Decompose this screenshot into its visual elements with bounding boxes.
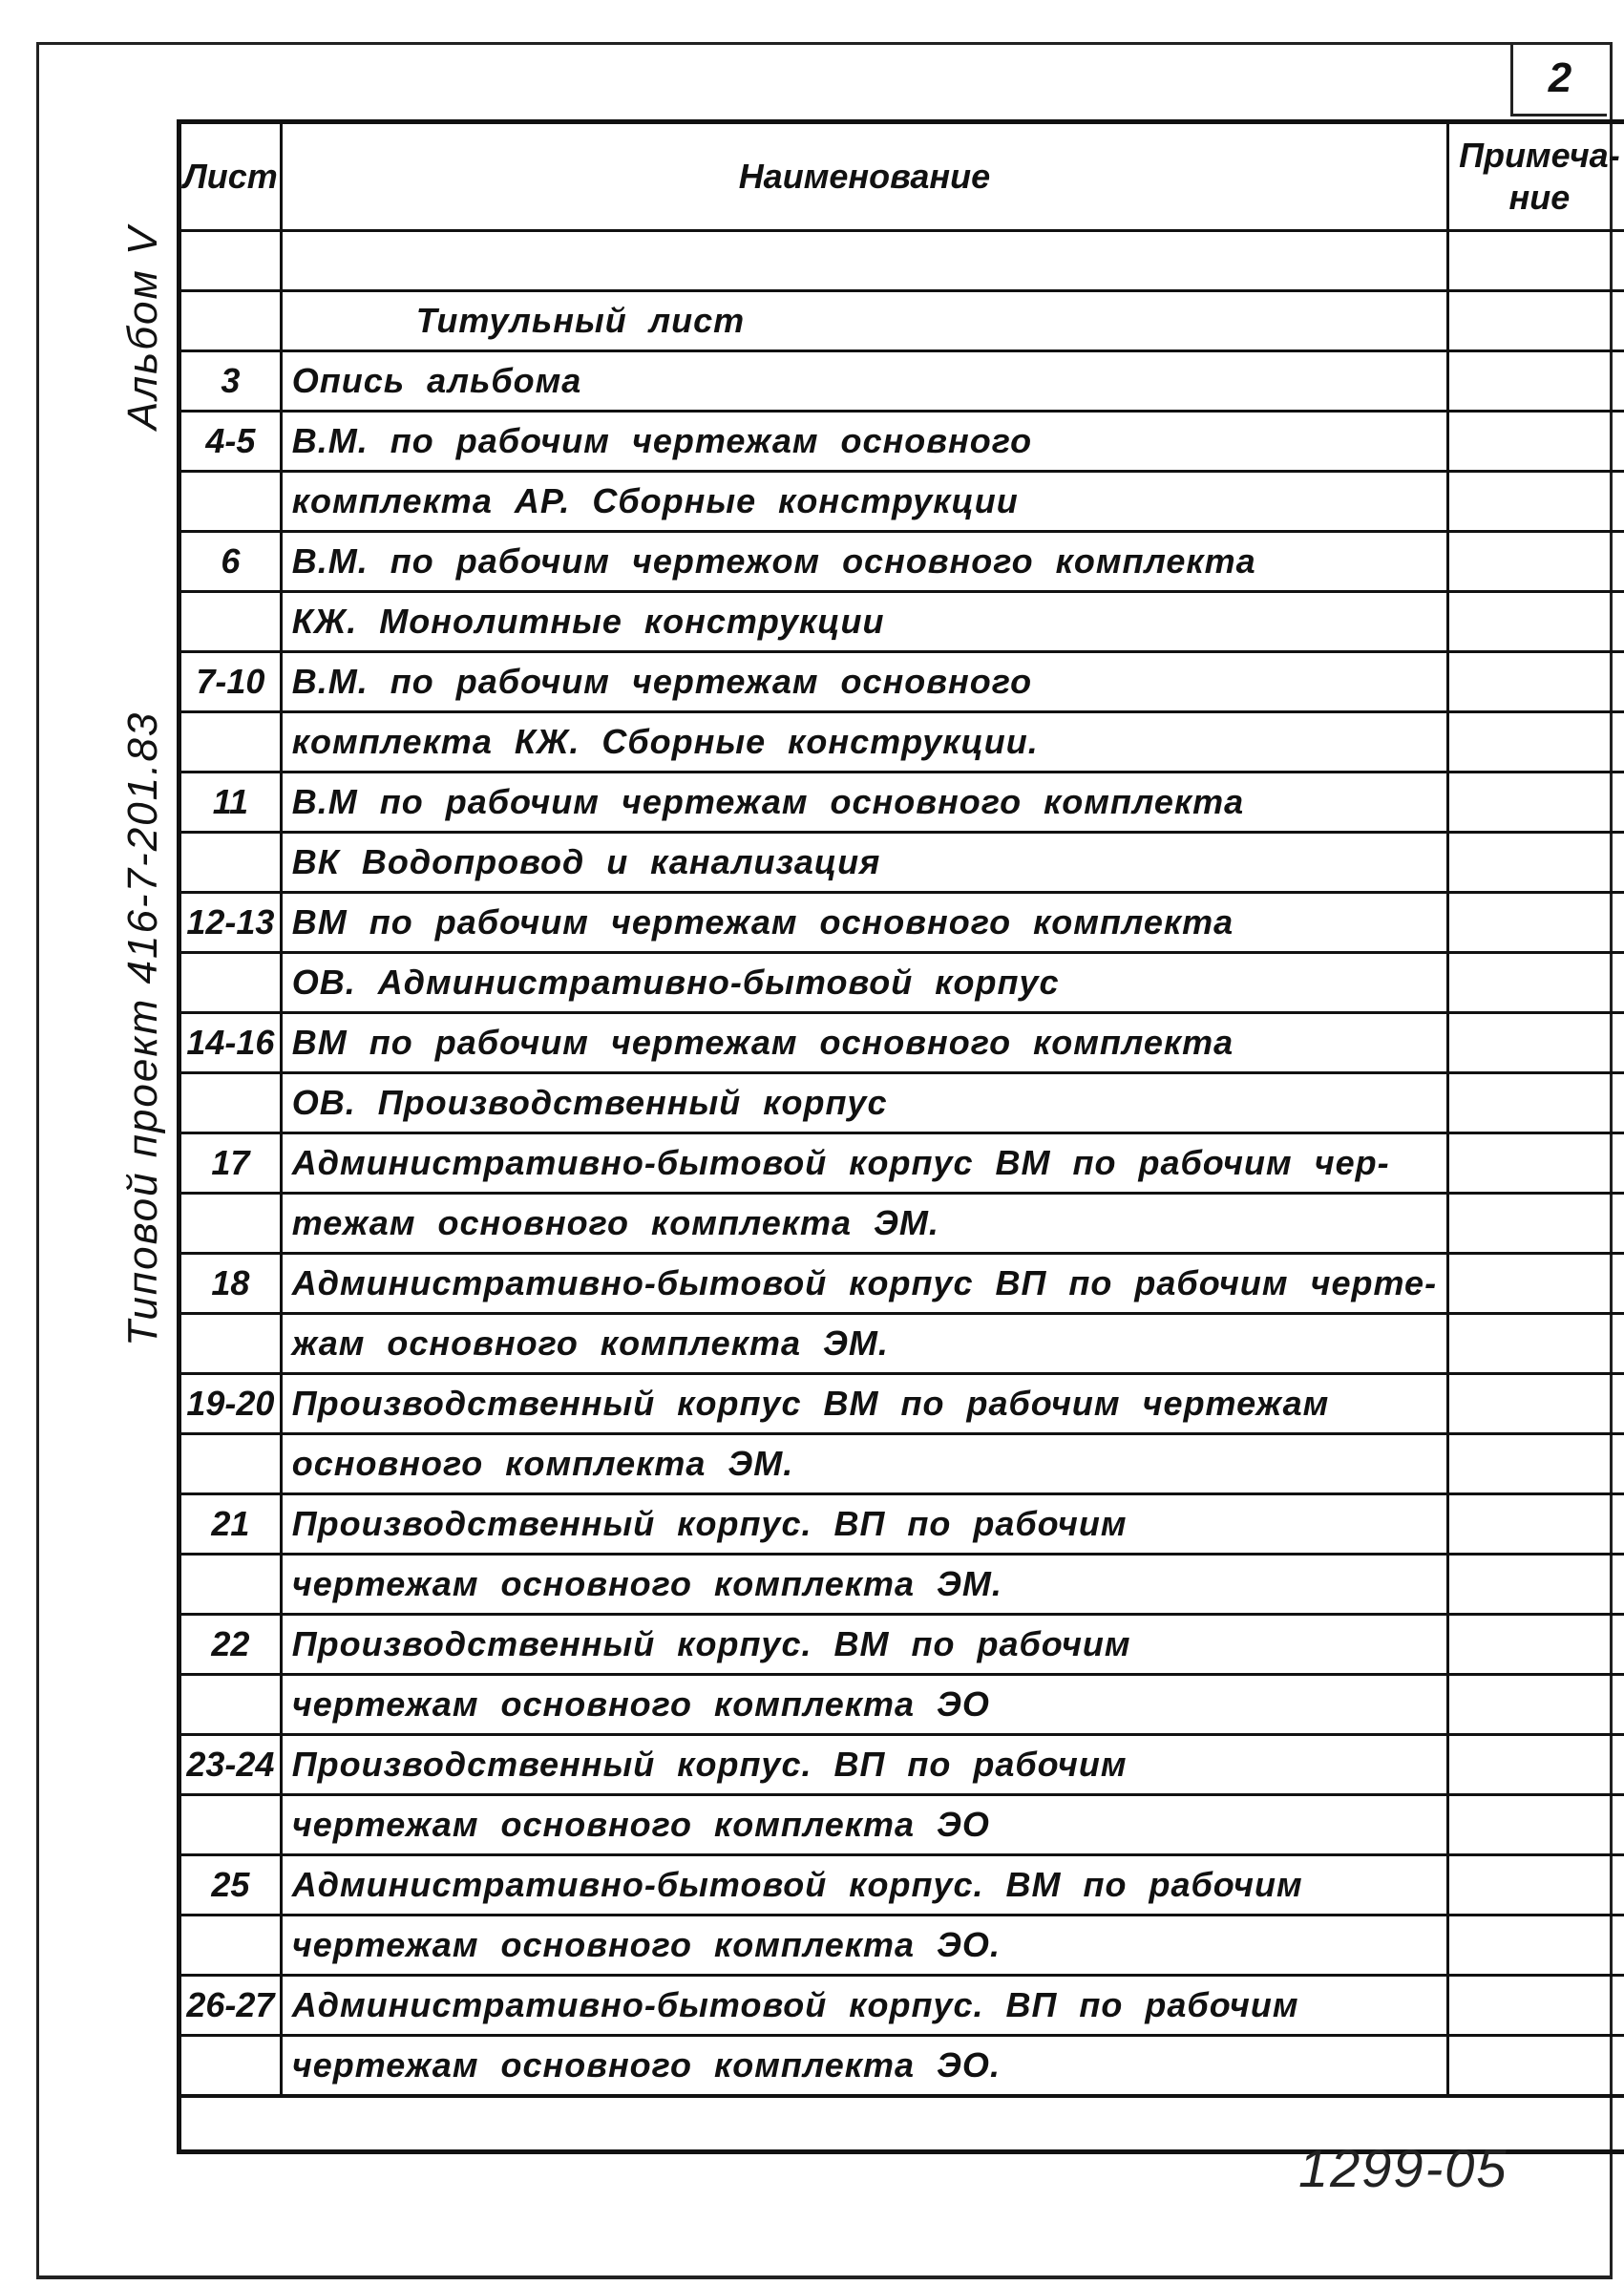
table-row	[179, 1494, 1624, 1555]
sheet-cell: 7-10	[179, 652, 282, 712]
name-cell: В.М. по рабочим чертежом основного комплекта	[281, 532, 1447, 592]
sheet-cell: 26-27	[179, 1976, 282, 2036]
note-cell	[1448, 592, 1624, 652]
name-cell: ВМ по рабочим чертежам основного комплекта	[281, 893, 1447, 953]
table-body	[179, 231, 1624, 2152]
note-cell	[1448, 1976, 1624, 2036]
name-cell: Титульный лист	[281, 291, 1447, 351]
name-cell: основного комплекта ЭМ.	[281, 1434, 1447, 1494]
note-cell	[1448, 1434, 1624, 1494]
name-cell: В.М. по рабочим чертежам основного	[281, 652, 1447, 712]
table-row	[179, 953, 1624, 1013]
table-row	[179, 532, 1624, 592]
note-cell	[1448, 1013, 1624, 1073]
table-row	[179, 1073, 1624, 1133]
name-cell: чертежам основного комплекта ЭО.	[281, 2036, 1447, 2097]
note-cell	[1448, 1555, 1624, 1615]
name-cell	[281, 231, 1447, 291]
note-cell	[1448, 1194, 1624, 1254]
table-row	[179, 712, 1624, 773]
name-cell: чертежам основного комплекта ЭО.	[281, 1916, 1447, 1976]
note-cell	[1448, 953, 1624, 1013]
table-row	[179, 231, 1624, 291]
table-row	[179, 1194, 1624, 1254]
name-cell: тежам основного комплекта ЭМ.	[281, 1194, 1447, 1254]
sheet-cell	[179, 1555, 282, 1615]
note-cell	[1448, 1314, 1624, 1374]
sheet-cell: 6	[179, 532, 282, 592]
name-cell: ВК Водопровод и канализация	[281, 833, 1447, 893]
note-cell	[1448, 1735, 1624, 1795]
table-row	[179, 1254, 1624, 1314]
table-row	[179, 1434, 1624, 1494]
sheet-cell	[179, 472, 282, 532]
table-row	[179, 412, 1624, 472]
sheet-cell	[179, 1314, 282, 1374]
note-cell	[1448, 1254, 1624, 1314]
sheet-cell	[179, 953, 282, 1013]
header-note-line1: Примеча-	[1459, 136, 1620, 175]
table-row	[179, 1314, 1624, 1374]
header-note-line2: ние	[1508, 178, 1571, 217]
page-number: 2	[1510, 42, 1607, 116]
table-row	[179, 1916, 1624, 1976]
note-cell	[1448, 1916, 1624, 1976]
table-row	[179, 351, 1624, 412]
sheet-cell: 25	[179, 1855, 282, 1916]
sheet-cell	[179, 231, 282, 291]
name-cell: чертежам основного комплекта ЭМ.	[281, 1555, 1447, 1615]
sheet-cell: 14-16	[179, 1013, 282, 1073]
table-header-row	[179, 122, 1624, 231]
note-cell	[1448, 472, 1624, 532]
sheet-cell	[179, 712, 282, 773]
note-cell	[1448, 773, 1624, 833]
name-cell: Производственный корпус. ВП по рабочим	[281, 1735, 1447, 1795]
table-row	[179, 773, 1624, 833]
album-contents-table	[177, 119, 1624, 2154]
name-cell: Производственный корпус. ВП по рабочим	[281, 1494, 1447, 1555]
sheet-cell: 11	[179, 773, 282, 833]
table-row	[179, 1133, 1624, 1194]
sheet-cell	[179, 1675, 282, 1735]
name-cell: комплекта КЖ. Сборные конструкции.	[281, 712, 1447, 773]
table-row	[179, 1555, 1624, 1615]
name-cell: ОВ. Производственный корпус	[281, 1073, 1447, 1133]
sheet-cell	[179, 1434, 282, 1494]
name-cell: Административно-бытовой корпус ВМ по рабочим чер-	[281, 1133, 1447, 1194]
table-row	[179, 652, 1624, 712]
note-cell	[1448, 1855, 1624, 1916]
sheet-cell	[179, 592, 282, 652]
note-cell	[1448, 291, 1624, 351]
sheet-cell	[179, 1795, 282, 1855]
sheet-cell: 4-5	[179, 412, 282, 472]
note-cell	[1448, 351, 1624, 412]
header-sheet: Лист	[179, 122, 282, 231]
name-cell: КЖ. Монолитные конструкции	[281, 592, 1447, 652]
sheet-cell: 23-24	[179, 1735, 282, 1795]
sheet-cell: 17	[179, 1133, 282, 1194]
note-cell	[1448, 2036, 1624, 2097]
note-cell	[1448, 652, 1624, 712]
project-label: Типовой проект 416-7-201.83	[119, 710, 166, 1346]
name-cell: В.М. по рабочим чертежам основного	[281, 412, 1447, 472]
sheet-cell: 3	[179, 351, 282, 412]
album-label: Альбом V	[119, 224, 166, 430]
name-cell: жам основного комплекта ЭМ.	[281, 1314, 1447, 1374]
note-cell	[1448, 712, 1624, 773]
sheet-cell: 19-20	[179, 1374, 282, 1434]
table-row	[179, 1735, 1624, 1795]
document-number: 1299-05	[1298, 2138, 1508, 2198]
sheet-cell: 18	[179, 1254, 282, 1314]
table-row	[179, 1795, 1624, 1855]
table-row	[179, 1855, 1624, 1916]
note-cell	[1448, 893, 1624, 953]
table-row	[179, 1615, 1624, 1675]
sheet-cell: 12-13	[179, 893, 282, 953]
sheet-cell: 21	[179, 1494, 282, 1555]
name-cell: Производственный корпус ВМ по рабочим чертежам	[281, 1374, 1447, 1434]
name-cell: чертежам основного комплекта ЭО	[281, 1675, 1447, 1735]
name-cell: Административно-бытовой корпус. ВП по рабочим	[281, 1976, 1447, 2036]
name-cell: Административно-бытовой корпус ВП по рабочим черте-	[281, 1254, 1447, 1314]
name-cell: Административно-бытовой корпус. ВМ по рабочим	[281, 1855, 1447, 1916]
table-row	[179, 1374, 1624, 1434]
table-row	[179, 1013, 1624, 1073]
note-cell	[1448, 532, 1624, 592]
note-cell	[1448, 1795, 1624, 1855]
note-cell	[1448, 1494, 1624, 1555]
header-note	[1448, 122, 1624, 231]
sheet-cell	[179, 1916, 282, 1976]
table-row	[179, 1675, 1624, 1735]
name-cell: ОВ. Административно-бытовой корпус	[281, 953, 1447, 1013]
sheet-cell	[179, 1073, 282, 1133]
note-cell	[1448, 1374, 1624, 1434]
note-cell	[1448, 833, 1624, 893]
name-cell: В.М по рабочим чертежам основного комплекта	[281, 773, 1447, 833]
sheet-cell	[179, 833, 282, 893]
table-row	[179, 2036, 1624, 2097]
note-cell	[1448, 1675, 1624, 1735]
sheet-cell	[179, 1194, 282, 1254]
name-cell: Производственный корпус. ВМ по рабочим	[281, 1615, 1447, 1675]
name-cell: Опись альбома	[281, 351, 1447, 412]
table-row	[179, 833, 1624, 893]
note-cell	[1448, 1133, 1624, 1194]
note-cell	[1448, 1615, 1624, 1675]
table-row	[179, 291, 1624, 351]
table-row	[179, 893, 1624, 953]
table-row	[179, 1976, 1624, 2036]
name-cell: чертежам основного комплекта ЭО	[281, 1795, 1447, 1855]
name-cell: ВМ по рабочим чертежам основного комплекта	[281, 1013, 1447, 1073]
header-name: Наименование	[281, 122, 1447, 231]
sheet-cell: 22	[179, 1615, 282, 1675]
note-cell	[1448, 412, 1624, 472]
table-row	[179, 592, 1624, 652]
sheet-cell	[179, 2036, 282, 2097]
note-cell	[1448, 231, 1624, 291]
name-cell: комплекта АР. Сборные конструкции	[281, 472, 1447, 532]
note-cell	[1448, 1073, 1624, 1133]
sheet-cell	[179, 291, 282, 351]
table-row	[179, 472, 1624, 532]
